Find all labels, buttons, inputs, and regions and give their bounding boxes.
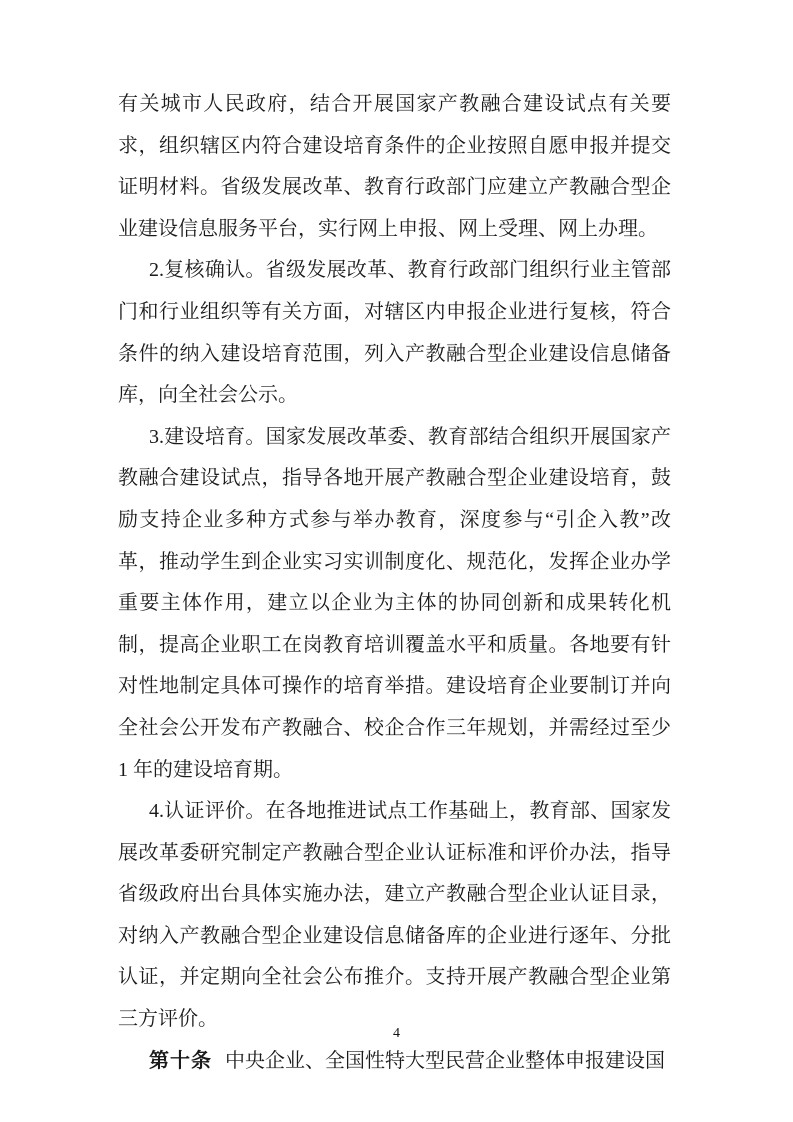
paragraph-item-4: 4.认证评价。在各地推进试点工作基础上，教育部、国家发展改革委研究制定产教融合型企业认证标准和评价办法，指导省级政府出台具体实施办法，建立产教融合型企业认证目录，对纳入产教融合型企业建设信息储备库的企业进行逐年、分批认证，并定期向全社会公布推介。支持开展产教融合型企业第三方评价。 xyxy=(118,800,671,1031)
article-number-label: 第十条 xyxy=(149,1049,212,1072)
paragraph-continuation: 有关城市人民政府，结合开展国家产教融合建设试点有关要求，组织辖区内符合建设培育条件的企业按照自愿申报并提交证明材料。省级发展改革、教育行政部门应建立产教融合型企业建设信息服务平台，实行网上申报、网上受理、网上办理。 xyxy=(118,93,671,240)
page-number: 4 xyxy=(393,1026,400,1041)
paragraph-item-2: 2.复核确认。省级发展改革、教育行政部门组织行业主管部门和行业组织等有关方面，对辖区内申报企业进行复核，符合条件的纳入建设培育范围，列入产教融合型企业建设信息储备库，向全社会公示。 xyxy=(118,259,671,407)
paragraph-item-3: 3.建设培育。国家发展改革委、教育部结合组织开展国家产教融合建设试点，指导各地开展产教融合型企业建设培育，鼓励支持企业多种方式参与举办教育，深度参与“引企入教”改革，推动学生到企业实习实训制度化、规范化，发挥企业办学重要主体作用，建立以企业为主体的协同创新和成果转化机制，提高企业职工在岗教育培训覆盖水平和质量。各地要有针对性地制定具体可操作的培育举措。建设培育企业要制订并向全社会公开发布产教融合、校企合作三年规划，并需经过至少 1 年的建设培育期。 xyxy=(118,425,671,781)
paragraph-article-10 xyxy=(118,1041,671,1083)
paragraph-text: 中央企业、全国性特大型民营企业整体申报建设国 xyxy=(225,1049,665,1072)
document-body xyxy=(118,84,671,1082)
